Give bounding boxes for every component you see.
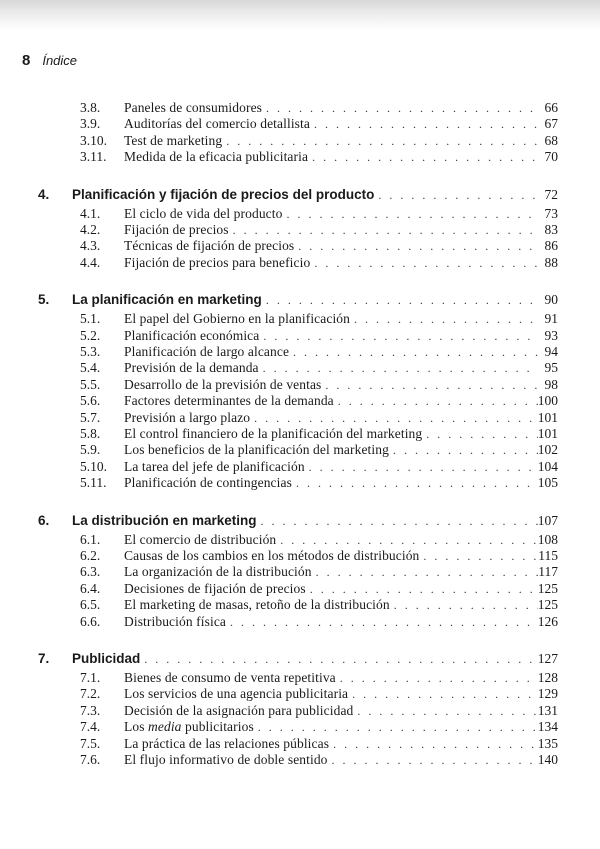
entry-title: La distribución en marketing <box>72 512 257 528</box>
entry-title: Fijación de precios <box>124 222 229 237</box>
entry-number: 5.8. <box>80 426 101 441</box>
toc-section-entry[interactable] <box>0 206 600 223</box>
entry-page-number: 125 <box>537 597 558 613</box>
entry-number: 3.9. <box>80 116 101 132</box>
toc-section-entry[interactable] <box>0 670 600 687</box>
entry-title-leader <box>72 513 538 529</box>
entry-title-leader <box>72 651 538 667</box>
entry-number: 3.10. <box>80 132 107 148</box>
dot-leader <box>226 134 538 149</box>
toc-section-entry[interactable] <box>0 686 600 703</box>
entry-page-number: 108 <box>537 531 558 547</box>
toc-section-entry[interactable] <box>0 100 600 117</box>
entry-title: El comercio de distribución <box>124 531 277 547</box>
entry-page-number: 140 <box>537 752 558 767</box>
dot-leader <box>352 687 538 702</box>
entry-title: Los media publicitarios <box>124 719 254 735</box>
entry-title: Test de marketing <box>124 132 223 148</box>
toc-section-entry[interactable] <box>0 752 600 769</box>
entry-title: El control financiero de la planificación del marketing <box>124 426 423 441</box>
toc-section-entry[interactable] <box>0 442 600 459</box>
entry-number: 4.3. <box>80 238 101 254</box>
entry-title: Auditorías del comercio detallista <box>124 116 310 132</box>
entry-page-number: 94 <box>544 344 558 359</box>
entry-title-leader <box>72 187 538 203</box>
entry-title: Publicidad <box>72 651 141 666</box>
entry-number: 6.5. <box>80 597 101 613</box>
entry-title-leader <box>72 292 538 308</box>
toc-chapter-entry[interactable] <box>0 651 600 668</box>
entry-title: Paneles de consumidores <box>124 100 263 115</box>
dot-leader <box>312 150 538 165</box>
entry-title: Medida de la eficacia publicitaria <box>124 149 309 165</box>
entry-page-number: 72 <box>544 186 558 202</box>
entry-title-leader <box>124 597 538 613</box>
entry-page-number: 135 <box>537 735 558 751</box>
entry-title-leader <box>124 328 538 344</box>
toc-section-entry[interactable] <box>0 597 600 614</box>
toc-section-entry[interactable] <box>0 426 600 443</box>
entry-title-leader <box>124 736 538 752</box>
dot-leader <box>144 652 538 667</box>
toc-chapter-entry[interactable] <box>0 292 600 309</box>
entry-number: 7. <box>38 651 50 666</box>
entry-title-leader <box>124 703 538 719</box>
entry-number: 5.2. <box>80 327 101 343</box>
entry-title-leader <box>124 149 538 165</box>
entry-title-leader <box>124 442 538 458</box>
dot-leader <box>261 514 538 529</box>
entry-title: Fijación de precios para beneficio <box>124 254 311 270</box>
dot-leader <box>393 443 538 458</box>
entry-title-leader <box>124 532 538 548</box>
dot-leader <box>394 598 538 613</box>
dot-leader <box>266 101 538 116</box>
entry-title-leader <box>124 410 538 426</box>
dot-leader <box>340 671 538 686</box>
entry-title: El marketing de masas, retoño de la distribución <box>124 597 390 613</box>
entry-page-number: 101 <box>537 409 558 425</box>
dot-leader <box>298 239 538 254</box>
entry-number: 5.6. <box>80 393 101 409</box>
entry-title: Decisiones de fijación de precios <box>124 580 306 596</box>
entry-page-number: 91 <box>544 311 558 327</box>
page-number: 8 <box>22 52 31 69</box>
toc-section-entry[interactable] <box>0 410 600 427</box>
entry-title-leader <box>124 311 538 327</box>
toc-section-entry[interactable] <box>0 532 600 549</box>
entry-page-number: 66 <box>544 100 558 115</box>
entry-number: 4.4. <box>80 254 101 270</box>
entry-title-leader <box>124 255 538 271</box>
entry-title-leader <box>124 238 538 254</box>
toc-section-entry[interactable] <box>0 736 600 753</box>
toc-section-entry[interactable] <box>0 614 600 631</box>
entry-title-leader <box>124 393 538 409</box>
entry-number: 5.5. <box>80 376 101 392</box>
entry-page-number: 107 <box>537 512 558 528</box>
entry-page-number: 115 <box>538 548 558 563</box>
entry-title: El ciclo de vida del producto <box>124 205 283 221</box>
entry-page-number: 117 <box>538 564 558 580</box>
toc-section-entry[interactable] <box>0 222 600 239</box>
entry-title-leader <box>124 670 538 686</box>
entry-title-leader <box>124 222 538 238</box>
entry-title-leader <box>124 614 538 630</box>
toc-section-entry[interactable] <box>0 116 600 133</box>
entry-title-leader <box>124 426 538 442</box>
entry-number: 4.2. <box>80 222 101 237</box>
dot-leader <box>286 207 538 222</box>
dot-leader <box>426 427 538 442</box>
entry-number: 4.1. <box>80 205 101 221</box>
entry-page-number: 95 <box>544 360 558 376</box>
entry-number: 5.11. <box>80 475 107 491</box>
entry-title-leader <box>124 581 538 597</box>
entry-title-leader <box>124 686 538 702</box>
entry-title-leader <box>124 752 538 768</box>
toc-section-entry[interactable] <box>0 360 600 377</box>
entry-number: 7.4. <box>80 719 101 735</box>
entry-title-leader <box>124 206 538 222</box>
dot-leader <box>258 720 538 735</box>
entry-page-number: 88 <box>544 254 558 270</box>
entry-title: La organización de la distribución <box>124 564 312 580</box>
scan-top-band <box>0 0 600 30</box>
toc-section-entry[interactable] <box>0 475 600 492</box>
toc-section-entry[interactable] <box>0 459 600 476</box>
entry-page-number: 93 <box>544 327 558 343</box>
dot-leader <box>233 223 538 238</box>
dot-leader <box>280 533 538 548</box>
entry-title: Planificación de largo alcance <box>124 344 290 359</box>
dot-leader <box>332 753 538 768</box>
page-header <box>22 52 77 72</box>
entry-title-leader <box>124 564 538 580</box>
entry-page-number: 67 <box>544 116 558 132</box>
entry-title: Desarrollo de la previsión de ventas <box>124 376 322 392</box>
entry-number: 4. <box>38 186 50 202</box>
dot-leader <box>316 565 538 580</box>
entry-page-number: 86 <box>544 238 558 254</box>
toc-chapter-entry[interactable] <box>0 187 600 204</box>
dot-leader <box>378 188 538 203</box>
entry-title: Planificación de contingencias <box>124 475 292 491</box>
entry-title: La planificación en marketing <box>72 292 262 308</box>
entry-title: Los servicios de una agencia publicitaria <box>124 686 349 702</box>
entry-title: Factores determinantes de la demanda <box>124 393 334 409</box>
entry-number: 7.5. <box>80 735 101 751</box>
entry-page-number: 83 <box>544 222 558 237</box>
entry-title-leader <box>124 116 538 132</box>
entry-page-number: 102 <box>537 442 558 458</box>
entry-title: Los beneficios de la planificación del marketing <box>124 442 389 458</box>
entry-number: 7.2. <box>80 686 101 702</box>
dot-leader <box>230 615 538 630</box>
entry-page-number: 73 <box>544 205 558 221</box>
entry-page-number: 70 <box>544 149 558 165</box>
entry-page-number: 126 <box>537 613 558 629</box>
toc-section-entry[interactable] <box>0 393 600 410</box>
dot-leader <box>357 704 538 719</box>
toc-section-entry[interactable] <box>0 344 600 361</box>
entry-number: 5.1. <box>80 311 101 327</box>
dot-leader <box>354 312 538 327</box>
entry-page-number: 100 <box>537 393 558 409</box>
toc-section-entry[interactable] <box>0 703 600 720</box>
toc-section-entry[interactable] <box>0 149 600 166</box>
entry-number: 6.1. <box>80 531 101 547</box>
entry-number: 3.11. <box>80 149 107 165</box>
entry-page-number: 134 <box>537 719 558 735</box>
entry-title-leader <box>124 475 538 491</box>
entry-title-leader <box>124 459 538 475</box>
entry-number: 6. <box>38 512 50 528</box>
toc-section-entry[interactable] <box>0 311 600 328</box>
entry-page-number: 129 <box>537 686 558 702</box>
dot-leader <box>296 476 538 491</box>
entry-title: Planificación y fijación de precios del producto <box>72 186 375 202</box>
entry-title-leader <box>124 377 538 393</box>
entry-page-number: 127 <box>537 651 558 666</box>
entry-page-number: 131 <box>537 702 558 718</box>
entry-page-number: 128 <box>537 670 558 685</box>
toc-section-entry[interactable] <box>0 133 600 150</box>
dot-leader <box>309 460 538 475</box>
dot-leader <box>266 293 538 308</box>
dot-leader <box>338 394 538 409</box>
entry-number: 5.7. <box>80 409 101 425</box>
entry-title-leader <box>124 719 538 735</box>
toc-section-entry[interactable] <box>0 581 600 598</box>
dot-leader <box>263 329 538 344</box>
entry-page-number: 105 <box>537 475 558 491</box>
entry-number: 7.1. <box>80 670 101 685</box>
entry-title: La práctica de las relaciones públicas <box>124 735 330 751</box>
entry-title: El papel del Gobierno en la planificación <box>124 311 351 327</box>
entry-page-number: 68 <box>544 132 558 148</box>
toc-section-entry[interactable] <box>0 328 600 345</box>
dot-leader <box>310 582 538 597</box>
entry-number: 5.3. <box>80 344 101 359</box>
entry-number: 5. <box>38 292 50 308</box>
entry-number: 5.9. <box>80 442 101 458</box>
entry-title: Bienes de consumo de venta repetitiva <box>124 670 336 685</box>
entry-title: Planificación económica <box>124 327 260 343</box>
entry-title-leader <box>124 360 538 376</box>
entry-number: 6.3. <box>80 564 101 580</box>
entry-number: 6.6. <box>80 613 101 629</box>
entry-title-leader <box>124 344 538 360</box>
entry-page-number: 104 <box>537 458 558 474</box>
entry-number: 6.2. <box>80 548 101 563</box>
entry-title: Causas de los cambios en los métodos de distribución <box>124 548 420 563</box>
entry-number: 3.8. <box>80 100 101 115</box>
dot-leader <box>314 117 538 132</box>
entry-page-number: 98 <box>544 376 558 392</box>
entry-title: Decisión de la asignación para publicidad <box>124 702 354 718</box>
dot-leader <box>314 256 538 271</box>
entry-page-number: 90 <box>544 292 558 308</box>
entry-title-leader <box>124 133 538 149</box>
entry-number: 5.4. <box>80 360 101 376</box>
running-head: Índice <box>42 53 78 68</box>
entry-number: 7.3. <box>80 702 101 718</box>
entry-number: 5.10. <box>80 458 107 474</box>
dot-leader <box>423 549 538 564</box>
entry-title: La tarea del jefe de planificación <box>124 458 305 474</box>
dot-leader <box>333 737 538 752</box>
toc-section-entry[interactable] <box>0 238 600 255</box>
toc-section-entry[interactable] <box>0 564 600 581</box>
entry-title-leader <box>124 548 538 564</box>
entry-title: El flujo informativo de doble sentido <box>124 752 328 767</box>
dot-leader <box>325 378 538 393</box>
entry-number: 6.4. <box>80 580 101 596</box>
toc-chapter-entry[interactable] <box>0 513 600 530</box>
dot-leader <box>263 361 538 376</box>
dot-leader <box>293 345 538 360</box>
toc-section-entry[interactable] <box>0 255 600 272</box>
entry-title: Técnicas de fijación de precios <box>124 238 295 254</box>
entry-page-number: 101 <box>537 426 558 441</box>
entry-title-leader <box>124 100 538 116</box>
toc-section-entry[interactable] <box>0 377 600 394</box>
toc-section-entry[interactable] <box>0 719 600 736</box>
dot-leader <box>254 411 538 426</box>
entry-title: Previsión a largo plazo <box>124 409 251 425</box>
entry-number: 7.6. <box>80 752 101 767</box>
toc-section-entry[interactable] <box>0 548 600 565</box>
entry-title: Distribución física <box>124 613 227 629</box>
entry-page-number: 125 <box>537 580 558 596</box>
entry-title: Previsión de la demanda <box>124 360 259 376</box>
